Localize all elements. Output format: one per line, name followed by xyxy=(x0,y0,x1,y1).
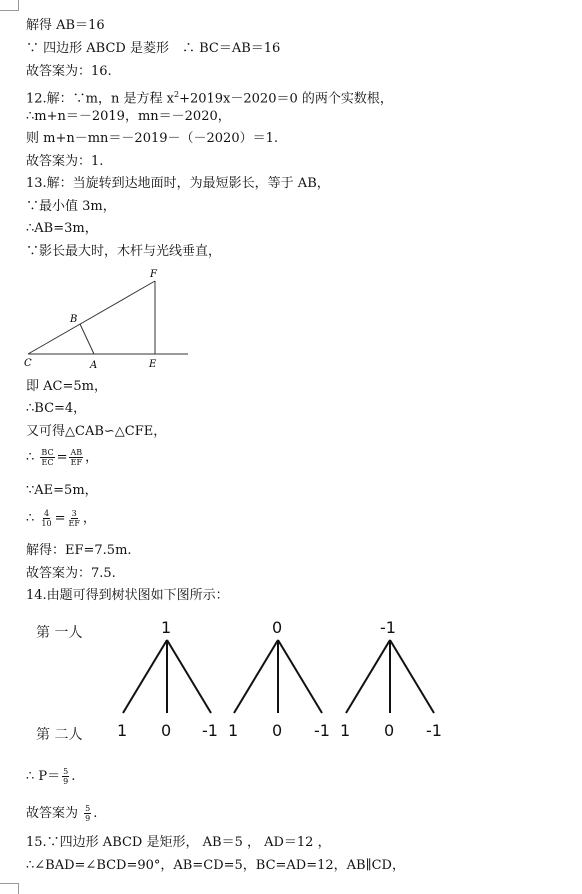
tree-root-1: 1 xyxy=(161,618,172,637)
line-10: ∴AB=3m， xyxy=(26,221,98,236)
fraction-3-ef xyxy=(68,509,81,528)
tree-leaf: 1 xyxy=(340,721,351,740)
tree-root-neg1: -1 xyxy=(380,618,396,637)
light-ray-cf xyxy=(28,281,155,354)
tree-leaf: 0 xyxy=(384,721,395,740)
line-6: 则 m+n－mn＝－2019－（－2020）＝1. xyxy=(26,131,278,146)
fraction-denominator: 9 xyxy=(85,814,91,823)
branch xyxy=(346,640,390,713)
line-19: 故答案为：7.5. xyxy=(26,566,116,581)
therefore-symbol: ∴ xyxy=(26,450,35,465)
line-20: 14.由题可得到树状图如下图所示： xyxy=(26,588,229,603)
period: . xyxy=(93,806,98,821)
tree-leaf: 1 xyxy=(117,721,128,740)
line-16: ∵AE=5m， xyxy=(26,483,98,498)
fraction-denominator: EF xyxy=(68,519,80,528)
line-13: ∴BC=4， xyxy=(26,401,87,416)
fraction-numerator: 5 xyxy=(63,767,69,776)
fraction-ab-ef xyxy=(69,448,83,467)
line-22 xyxy=(26,804,97,823)
superscript-2: 2 xyxy=(173,90,180,99)
answer-label: 故答案为 xyxy=(26,806,79,821)
fraction-denominator: 9 xyxy=(63,777,69,786)
fraction-numerator: 4 xyxy=(43,509,50,518)
page-corner-mark xyxy=(0,0,19,11)
page-corner-mark xyxy=(0,883,19,894)
tree-leaf: -1 xyxy=(314,721,330,740)
tree-leaf: 1 xyxy=(228,721,239,740)
line-17 xyxy=(26,509,96,528)
fraction-numerator: AB xyxy=(70,448,83,457)
tree-root-0: 0 xyxy=(272,618,283,637)
line-4 xyxy=(26,87,393,107)
equals-sign: = xyxy=(56,450,68,465)
branch xyxy=(123,640,167,713)
branch xyxy=(234,640,278,713)
fraction-bc-ec xyxy=(40,448,54,467)
label-f: F xyxy=(150,269,157,280)
line-21 xyxy=(26,767,75,786)
comma: ， xyxy=(82,511,96,526)
tree-leaf: 0 xyxy=(272,721,283,740)
fraction-numerator: BC xyxy=(41,448,54,457)
line-4-part-a: 12.解：∵m，n 是方程 x xyxy=(26,91,174,107)
triangle-diagram xyxy=(18,262,198,374)
line-15 xyxy=(26,448,98,467)
tree-row-label-second: 第 二人 xyxy=(36,727,83,743)
period: . xyxy=(71,769,76,784)
tree-branches xyxy=(123,640,434,713)
tree-row-label-first: 第 一人 xyxy=(36,625,83,641)
label-a: A xyxy=(90,360,98,371)
probability-label: ∴ P＝ xyxy=(26,769,61,784)
line-1: 解得 AB＝16 xyxy=(26,18,105,33)
therefore-symbol: ∴ xyxy=(26,511,35,526)
tree-leaf: -1 xyxy=(426,721,442,740)
fraction-denominator: EC xyxy=(41,458,54,467)
fraction-numerator: 3 xyxy=(71,509,77,518)
line-18: 解得：EF=7.5m. xyxy=(26,543,132,558)
line-3: 故答案为：16. xyxy=(26,64,112,79)
branch xyxy=(390,640,434,713)
branch xyxy=(167,640,211,713)
equals-sign: = xyxy=(54,511,66,526)
segment-ba xyxy=(80,324,94,354)
fraction-denominator: 10 xyxy=(41,519,52,528)
fraction-denominator: EF xyxy=(70,458,82,467)
tree-leaf: 0 xyxy=(161,721,172,740)
line-5: ∴m+n＝－2019，mn＝－2020， xyxy=(26,109,231,124)
line-4-part-b: +2019x－2020＝0 的两个实数根， xyxy=(179,91,393,107)
line-23: 15.∵四边形 ABCD 是矩形， AB＝5 ， AD＝12 ， xyxy=(26,835,331,850)
fraction-5-9 xyxy=(84,804,91,823)
line-9: ∵最小值 3m， xyxy=(26,199,116,214)
line-8: 13.解：当旋转到达地面时，为最短影长，等于 AB， xyxy=(26,176,330,191)
fraction-5-9 xyxy=(62,767,69,786)
line-2: ∵ 四边形 ABCD 是菱形 ∴ BC＝AB＝16 xyxy=(26,41,281,56)
line-12: 即 AC=5m， xyxy=(26,379,107,394)
tree-leaf: -1 xyxy=(202,721,218,740)
branch xyxy=(278,640,322,713)
fraction-numerator: 5 xyxy=(85,804,91,813)
label-c: C xyxy=(24,358,32,369)
label-e: E xyxy=(149,359,157,370)
label-b: B xyxy=(70,314,78,325)
line-7: 故答案为：1. xyxy=(26,154,104,169)
line-11: ∵影长最大时，木杆与光线垂直， xyxy=(26,244,222,259)
line-24: ∴∠BAD=∠BCD=90°，AB=CD=5，BC=AD=12，AB∥CD， xyxy=(26,858,405,873)
fraction-4-10 xyxy=(40,509,52,528)
comma: ， xyxy=(85,450,99,465)
line-14: 又可得△CAB∽△CFE， xyxy=(26,424,167,439)
